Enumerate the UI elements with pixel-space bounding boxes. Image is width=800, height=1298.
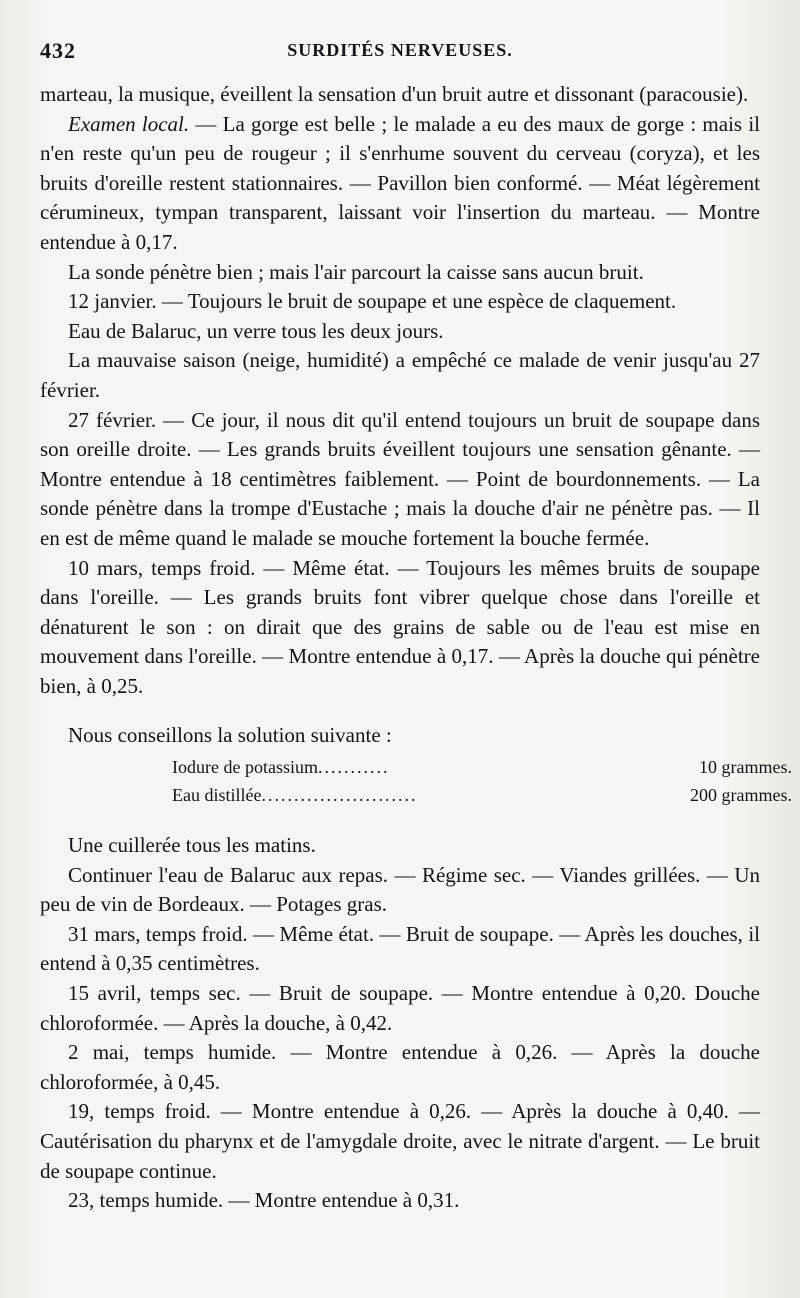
- paragraph: La sonde pénètre bien ; mais l'air parcourt la caisse sans aucun bruit.: [68, 259, 644, 284]
- paragraph: 10 mars, temps froid. — Même état. — Toujours les mêmes bruits de soupape dans l'oreille. — Les grands bruits font vibrer quelque chose dans l'oreille et dénaturent le son : on dirait que des grains de sable ou de l'eau est mise en mouvement dans l'oreille. — Montre entendue à 0,17. — Après la douche qui pénètre bien, à 0,25.: [40, 555, 760, 698]
- ingredient-name: Iodure de potassium: [172, 757, 318, 778]
- paragraph: 12 janvier. — Toujours le bruit de soupape et une espèce de claquement.: [68, 289, 677, 314]
- body-text: [40, 80, 792, 1216]
- ingredient-name: Eau distillée: [172, 785, 262, 806]
- paragraph: 27 février. — Ce jour, il nous dit qu'il entend toujours un bruit de soupape dans son oreille droite. — Les grands bruits éveillent toujours une sensation gênante. — Montre entendue à 18 centimètres faiblement. — Point de bourdonnements. — La sonde pénètre dans la trompe d'Eustache ; mais la douche d'air ne pénètre pas. — Il en est de même quand le malade se mouche fortement la bouche fermée.: [40, 407, 760, 550]
- running-title: SURDITÉS NERVEUSES.: [287, 40, 513, 60]
- ingredient-quantity: 10 grammes.: [699, 757, 792, 778]
- page-header: [40, 30, 760, 70]
- paragraph: Une cuillerée tous les matins.: [68, 833, 316, 858]
- ingredient-quantity: 200 grammes.: [690, 785, 792, 806]
- section-lead: Examen local.: [68, 111, 190, 136]
- paragraph: marteau, la musique, éveillent la sensation d'un bruit autre et dissonant (paracousie).: [40, 82, 749, 106]
- prescription-item: [40, 781, 792, 809]
- prescription-list: [40, 753, 792, 809]
- paragraph: 23, temps humide. — Montre entendue à 0,31.: [68, 1188, 460, 1213]
- leader-dots: ...........: [317, 757, 390, 778]
- prescription-item: [40, 753, 792, 781]
- paragraph: 2 mai, temps humide. — Montre entendue à 0,26. — Après la douche chloroformée, à 0,45.: [40, 1040, 760, 1094]
- paragraph: La mauvaise saison (neige, humidité) a empêché ce malade de venir jusqu'au 27 février.: [40, 348, 760, 402]
- page-number: 432: [40, 38, 76, 63]
- paragraph-prescription-intro: Nous conseillons la solution suivante :: [68, 723, 392, 748]
- paragraph: Continuer l'eau de Balaruc aux repas. — Régime sec. — Viandes grillées. — Un peu de vin de Bordeaux. — Potages gras.: [40, 862, 760, 917]
- paragraph: 31 mars, temps froid. — Même état. — Bruit de soupape. — Après les douches, il entend à 0,35 centimètres.: [40, 921, 760, 976]
- paragraph: 19, temps froid. — Montre entendue à 0,26. — Après la douche à 0,40. — Cautérisation du pharynx et de l'amygdale droite, avec le nitrate d'argent. — Le bruit de soupape continue.: [40, 1099, 760, 1183]
- paragraph: 15 avril, temps sec. — Bruit de soupape. — Montre entendue à 0,20. Douche chloroformée. — Après la douche, à 0,42.: [40, 981, 760, 1035]
- paragraph: Eau de Balaruc, un verre tous les deux jours.: [68, 318, 444, 343]
- leader-dots: ........................: [261, 785, 418, 806]
- paragraph-examen-local: Examen local. — La gorge est belle ; le malade a eu des maux de gorge : mais il n'en reste qu'un peu de rougeur ; il s'enrhume souvent du cerveau (coryza), et les bruits d'oreille restent stationnaires. — Pavillon bien conformé. — Méat légèrement cérumineux, tympan transparent, laissant voir l'insertion du marteau. — Montre entendue à 0,17.: [40, 111, 761, 254]
